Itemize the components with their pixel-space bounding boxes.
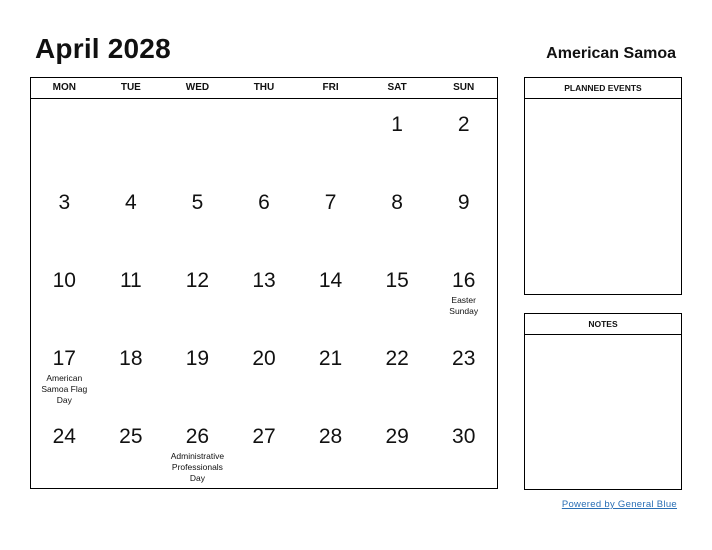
day-cell bbox=[364, 99, 431, 177]
day-cell bbox=[31, 333, 98, 411]
weekday-fri: FRI bbox=[322, 82, 339, 93]
weekday-header-row bbox=[31, 78, 497, 99]
planned-events-header: PLANNED EVENTS bbox=[525, 78, 681, 99]
day-number: 5 bbox=[191, 191, 204, 214]
day-cell bbox=[364, 177, 431, 255]
day-cell bbox=[364, 411, 431, 489]
day-number: 7 bbox=[324, 191, 337, 214]
day-cell bbox=[98, 411, 165, 489]
day-number: 4 bbox=[125, 191, 137, 214]
day-cell bbox=[31, 411, 98, 489]
day-number: 16 bbox=[452, 269, 476, 292]
day-number: 14 bbox=[318, 269, 343, 292]
holiday-label: American Samoa Flag Day bbox=[41, 373, 88, 405]
day-number: 22 bbox=[385, 347, 409, 370]
day-cell bbox=[231, 177, 298, 255]
day-number: 27 bbox=[252, 425, 276, 448]
day-number: 25 bbox=[119, 425, 143, 448]
weekday-sun: SUN bbox=[453, 82, 475, 93]
day-cell bbox=[164, 255, 231, 333]
day-cell bbox=[164, 333, 231, 411]
day-cell bbox=[297, 411, 364, 489]
day-number: 19 bbox=[185, 347, 210, 370]
day-number: 29 bbox=[385, 425, 409, 448]
calendar-days bbox=[31, 99, 497, 489]
day-cell bbox=[364, 255, 431, 333]
day-number: 20 bbox=[252, 347, 276, 370]
day-cell bbox=[31, 99, 98, 177]
region-label: American Samoa bbox=[546, 45, 676, 62]
day-number bbox=[231, 99, 298, 113]
day-cell bbox=[164, 177, 231, 255]
day-cell bbox=[98, 333, 165, 411]
day-number: 28 bbox=[318, 425, 343, 448]
day-cell bbox=[297, 99, 364, 177]
day-number: 21 bbox=[318, 347, 343, 370]
holiday-label: Easter Sunday bbox=[449, 295, 479, 316]
day-number: 15 bbox=[385, 269, 409, 292]
weekday-mon: MON bbox=[52, 82, 76, 93]
notes-header: NOTES bbox=[525, 314, 681, 335]
day-cell bbox=[297, 255, 364, 333]
day-cell bbox=[430, 411, 497, 489]
day-cell bbox=[430, 255, 497, 333]
day-number: 12 bbox=[185, 269, 210, 292]
day-number bbox=[297, 99, 364, 113]
day-number: 30 bbox=[452, 425, 476, 448]
day-cell bbox=[364, 333, 431, 411]
day-number: 2 bbox=[457, 113, 470, 136]
weekday-tue: TUE bbox=[120, 82, 141, 93]
day-number: 23 bbox=[452, 347, 476, 370]
page-title: April 2028 bbox=[35, 33, 171, 64]
powered-by-link[interactable]: Powered by General Blue bbox=[561, 499, 677, 510]
day-number: 1 bbox=[391, 113, 403, 136]
day-number: 10 bbox=[52, 269, 76, 292]
day-number: 8 bbox=[391, 191, 403, 214]
day-cell bbox=[98, 255, 165, 333]
day-cell bbox=[31, 255, 98, 333]
day-cell bbox=[430, 177, 497, 255]
day-cell bbox=[98, 99, 165, 177]
weekday-thu: THU bbox=[253, 82, 275, 93]
day-cell bbox=[430, 333, 497, 411]
day-number: 17 bbox=[52, 347, 76, 370]
day-number: 26 bbox=[185, 425, 210, 448]
day-number: 13 bbox=[252, 269, 276, 292]
day-number: 3 bbox=[58, 191, 71, 214]
day-cell bbox=[31, 177, 98, 255]
day-number: 24 bbox=[52, 425, 76, 448]
day-cell bbox=[231, 333, 298, 411]
day-cell bbox=[98, 177, 165, 255]
day-number bbox=[164, 99, 231, 113]
day-cell bbox=[164, 99, 231, 177]
calendar-grid bbox=[30, 77, 498, 489]
weekday-sat: SAT bbox=[387, 82, 407, 93]
day-cell bbox=[231, 99, 298, 177]
day-cell bbox=[164, 411, 231, 489]
holiday-label: Administrative Professionals Day bbox=[170, 451, 225, 483]
day-cell bbox=[231, 255, 298, 333]
day-number: 9 bbox=[457, 191, 470, 214]
notes-panel bbox=[524, 313, 682, 490]
day-number: 6 bbox=[258, 191, 270, 214]
day-cell bbox=[231, 411, 298, 489]
day-number: 18 bbox=[119, 347, 143, 370]
day-number: 11 bbox=[119, 269, 142, 292]
day-cell bbox=[297, 177, 364, 255]
day-number bbox=[98, 99, 165, 113]
day-cell bbox=[430, 99, 497, 177]
day-cell bbox=[297, 333, 364, 411]
weekday-wed: WED bbox=[185, 82, 210, 93]
planned-events-panel bbox=[524, 77, 682, 295]
day-number bbox=[31, 99, 98, 113]
